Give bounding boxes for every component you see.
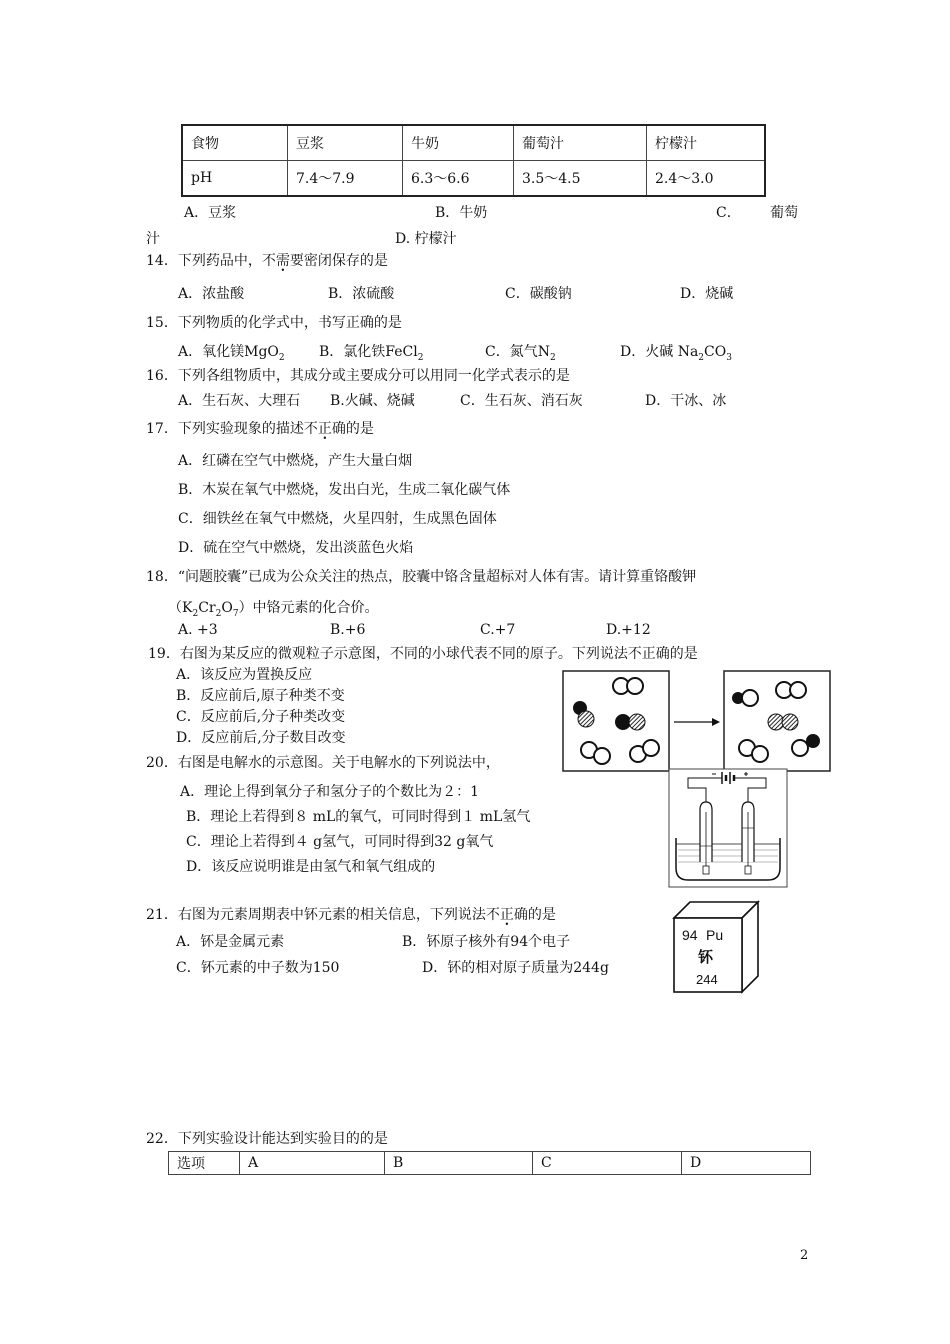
q18-option-b: B.+6 xyxy=(330,622,366,638)
q17-option-a: A．红磷在空气中燃烧，产生大量白烟 xyxy=(178,453,413,469)
q15-option-a: A．氧化镁MgO$_2$ xyxy=(178,344,285,363)
q16-stem: 16．下列各组物质中，其成分或主要成分可以用同一化学式表示的是 xyxy=(146,368,570,384)
q20-option-d: D．该反应说明谁是由氢气和氧气组成的 xyxy=(186,859,436,875)
card-atomic-number: 94 xyxy=(682,927,698,943)
table-cell: 6.3～6.6 xyxy=(403,161,514,197)
q17-option-d: D．硫在空气中燃烧，发出淡蓝色火焰 xyxy=(178,540,414,556)
q15-stem: 15．下列物质的化学式中，书写正确的是 xyxy=(146,315,402,331)
q15-option-d: D．火碱 $Na_2CO_3$ xyxy=(620,344,732,363)
q17-stem: 17．下列实验现象的描述不正确的是 xyxy=(146,421,374,437)
page-number: 2 xyxy=(800,1248,809,1263)
q13-option-a: A．豆浆 xyxy=(184,205,237,221)
q20-stem: 20．右图是电解水的示意图。关于电解水的下列说法中， xyxy=(146,755,500,771)
table-cell: 2.4～3.0 xyxy=(647,161,766,197)
table-cell: pH xyxy=(182,161,288,197)
q14-option-a: A．浓盐酸 xyxy=(178,286,245,302)
table-header: B xyxy=(385,1152,533,1175)
element-card xyxy=(670,900,762,994)
card-symbol: Pu xyxy=(706,927,724,943)
q18-option-c: C.+7 xyxy=(480,622,516,638)
q21-option-a: A．钚是金属元素 xyxy=(176,934,285,950)
q21-option-b: B．钚原子核外有94个电子 xyxy=(402,934,571,950)
q13-option-b: B．牛奶 xyxy=(435,205,488,221)
q22-stem: 22．下列实验设计能达到实验目的的是 xyxy=(146,1131,388,1147)
q15-option-c: C．氮气$N_2$ xyxy=(485,344,556,363)
table-row xyxy=(182,125,765,161)
q20-option-c: C．理论上若得到４ g氢气，可同时得到32 g氧气 xyxy=(186,834,494,850)
q21-stem-emphasis: 不正确 xyxy=(485,907,528,923)
card-mass: 244 xyxy=(696,972,718,987)
q18-stem-formula: $(K_2Cr_2O_7)$中铬元素的化合价。 xyxy=(168,600,379,619)
q18-stem: 18．“问题胶囊”已成为公众关注的热点，胶囊中铬含量超标对人体有害。请计算重铬酸钾 xyxy=(146,569,697,585)
table-header: 豆浆 xyxy=(288,125,403,161)
table-header: 柠檬汁 xyxy=(647,125,766,161)
q14-option-b: B．浓硫酸 xyxy=(328,286,395,302)
q16-option-b: B.火碱、烧碱 xyxy=(330,393,415,409)
table-row xyxy=(169,1152,811,1175)
q13-option-c-word2: 汁 xyxy=(146,231,160,247)
q14-stem-pre: 14．下列药品中， xyxy=(146,253,262,269)
table-header: D xyxy=(682,1152,811,1175)
table-header: C xyxy=(533,1152,682,1175)
q14-stem-post: 密闭保存的是 xyxy=(303,253,388,269)
ph-table xyxy=(181,124,766,197)
q13-option-c: C． xyxy=(716,205,741,221)
q14-stem-emphasis: 不需要 xyxy=(261,253,304,269)
q17-option-c: C．细铁丝在氧气中燃烧，火星四射，生成黑色固体 xyxy=(178,511,497,527)
q14-option-d: D．烧碱 xyxy=(680,286,734,302)
q19-stem: 19．右图为某反应的微观粒子示意图，不同的小球代表不同的原子。下列说法不正确的是 xyxy=(148,646,698,662)
table-header: 牛奶 xyxy=(403,125,514,161)
table-row xyxy=(182,161,765,197)
q21-option-c: C．钚元素的中子数为150 xyxy=(176,960,340,976)
q18-option-a: A. +3 xyxy=(178,622,218,638)
table-cell: 7.4～7.9 xyxy=(288,161,403,197)
card-name: 钚 xyxy=(698,948,714,966)
table-header: 食物 xyxy=(182,125,288,161)
q20-option-a: A．理论上得到氧分子和氢分子的个数比为２：1 xyxy=(180,784,480,800)
q19-option-a: A．该反应为置换反应 xyxy=(176,667,313,683)
q21-option-d: D．钚的相对原子质量为244g xyxy=(422,960,609,976)
q17-stem-emphasis: 不正确 xyxy=(303,421,346,437)
q17-option-b: B．木炭在氧气中燃烧，发出白光，生成二氧化碳气体 xyxy=(178,482,511,498)
electrolysis-diagram xyxy=(668,768,788,888)
q19-option-c: C．反应前后,分子种类改变 xyxy=(176,709,346,725)
q14-option-c: C．碳酸钠 xyxy=(505,286,572,302)
q21-stem: 21．右图为元素周期表中钚元素的相关信息，下列说法不正确的是 xyxy=(146,907,556,923)
table-header: 葡萄汁 xyxy=(514,125,647,161)
q13-option-d: D. 柠檬汁 xyxy=(395,231,457,247)
q20-option-b: B．理论上若得到８ mL的氧气，可同时得到１ mL氢气 xyxy=(186,809,531,825)
reaction-diagram xyxy=(562,670,832,774)
q14-stem xyxy=(146,250,388,270)
q13-option-c-word1: 葡萄 xyxy=(770,205,798,221)
q16-option-d: D．干冰、冰 xyxy=(645,393,727,409)
q19-option-d: D．反应前后,分子数目改变 xyxy=(176,730,346,746)
q22-table xyxy=(168,1151,811,1175)
q18-option-d: D.+12 xyxy=(606,622,651,638)
q15-option-b: B．氯化铁FeCl$_2$ xyxy=(319,344,424,363)
q16-option-c: C．生石灰、消石灰 xyxy=(460,393,583,409)
table-header: A xyxy=(240,1152,385,1175)
q19-option-b: B．反应前后,原子种类不变 xyxy=(176,688,345,704)
table-cell: 3.5～4.5 xyxy=(514,161,647,197)
q16-option-a: A．生石灰、大理石 xyxy=(178,393,301,409)
table-header: 选项 xyxy=(169,1152,240,1175)
